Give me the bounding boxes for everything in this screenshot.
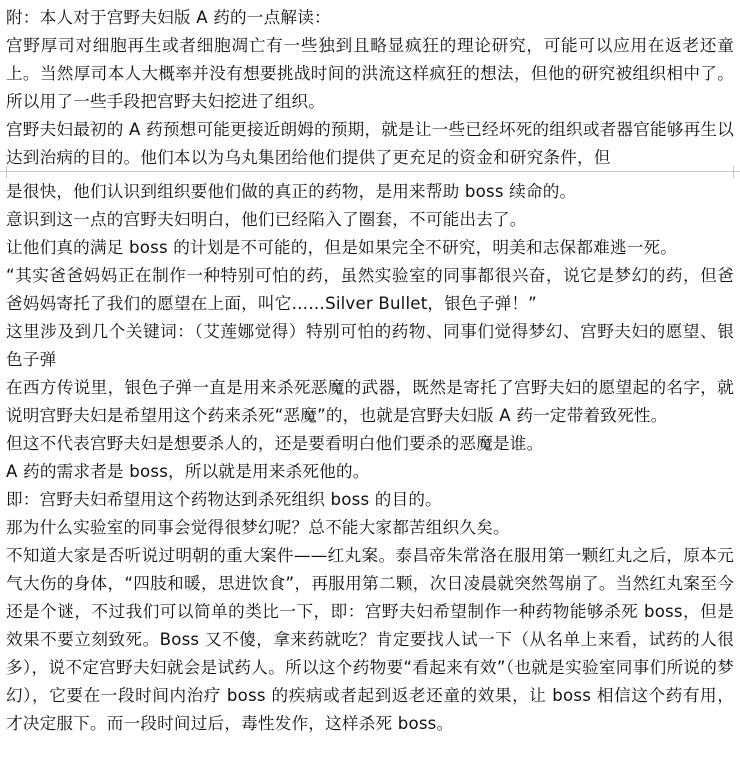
page-break-line <box>0 171 740 172</box>
page-corner-mark <box>0 166 7 178</box>
page-top-section <box>0 4 740 172</box>
paragraph: 即：宫野夫妇希望用这个药物达到杀死组织 boss 的目的。 <box>6 490 442 509</box>
page-bottom-section <box>0 178 740 738</box>
paragraph: 宫野厚司对细胞再生或者细胞凋亡有一些独到且略显疯狂的理论研究，可能可以应用在返老还童上。当然厚司本人大概率并没有想要挑战时间的洪流这样疯狂的想法，但他的研究被组织相中了。所以用了一些手段把宫野夫妇挖进了组织。 <box>6 36 734 111</box>
paragraph: 让他们真的满足 boss 的计划是不可能的，但是如果完全不研究，明美和志保都难逃一死。 <box>6 238 678 257</box>
paragraph: 宫野夫妇最初的 A 药预想可能更接近朗姆的预期，就是让一些已经坏死的组织或者器官能够再生以达到治病的目的。他们本以为乌丸集团给他们提供了更充足的资金和研究条件，但 <box>6 120 734 167</box>
paragraph: 意识到这一点的宫野夫妇明白，他们已经陷入了圈套，不可能出去了。 <box>6 210 527 229</box>
paragraph: 是很快，他们认识到组织要他们做的真正的药物，是用来帮助 boss 续命的。 <box>6 182 577 201</box>
paragraph: 这里涉及到几个关键词：（艾莲娜觉得）特别可怕的药物、同事们觉得梦幻、宫野夫妇的愿望、银色子弹 <box>6 322 734 369</box>
page-break-divider <box>0 166 740 178</box>
paragraph: 在西方传说里，银色子弹一直是用来杀死恶魔的武器，既然是寄托了宫野夫妇的愿望起的名字，就说明宫野夫妇是希望用这个药来杀死“恶魔”的，也就是宫野夫妇版 A 药一定带着致死性。 <box>6 378 734 425</box>
paragraph: 那为什么实验室的同事会觉得很梦幻呢？总不能大家都苦组织久矣。 <box>6 518 510 537</box>
page-corner-mark <box>733 166 740 178</box>
quote-paragraph: “其实爸爸妈妈正在制作一种特别可怕的药，虽然实验室的同事都很兴奋，说它是梦幻的药，但爸爸妈妈寄托了我们的愿望在上面，叫它……Silver Bullet，银色子弹！” <box>6 266 734 313</box>
paragraph: 不知道大家是否听说过明朝的重大案件——红丸案。泰昌帝朱常洛在服用第一颗红丸之后，原本元气大伤的身体，“四肢和暖，思进饮食”，再服用第二颗，次日凌晨就突然驾崩了。当然红丸案至今还是个谜，不过我们可以简单的类比一下，即：宫野夫妇希望制作一种药物能够杀死 boss，但是效果不要立刻致死。Boss 又不傻，拿来药就吃？肯定要找人试一下（从名单上来看，试药的人很多），说不定宫野夫妇就会是试药人。所以这个药物要“看起来有效”（也就是实验室同事们所说的梦幻），它要在一段时间内治疗 boss 的疾病或者起到返老还童的效果，让 boss 相信这个药有用，才决定服下。而一段时间过后，毒性发作，这样杀死 boss。 <box>6 546 734 733</box>
paragraph: A 药的需求者是 boss，所以就是用来杀死他的。 <box>6 462 370 481</box>
paragraph: 但这不代表宫野夫妇是想要杀人的，还是要看明白他们要杀的恶魔是谁。 <box>6 434 544 453</box>
paragraph: 附：本人对于宫野夫妇版 A 药的一点解读： <box>6 8 331 27</box>
